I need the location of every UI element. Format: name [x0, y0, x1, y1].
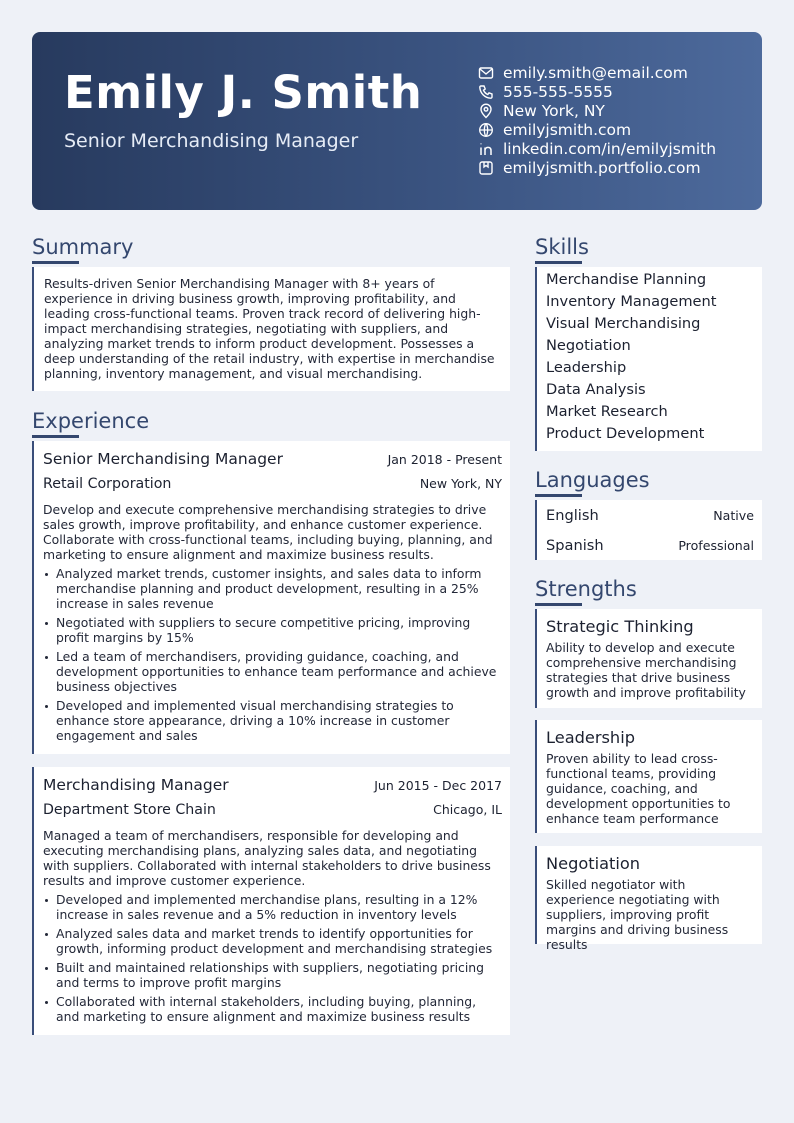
strengths-heading-text: Strengths: [535, 577, 637, 601]
heading-underline: [32, 261, 79, 264]
skill-item: Inventory Management: [546, 293, 717, 310]
skill-item: Leadership: [546, 359, 627, 376]
job-bullets: [43, 892, 502, 1024]
job-title: Senior Merchandising Manager: [43, 450, 283, 468]
resume-header: [32, 32, 762, 210]
contact-list: [478, 63, 716, 177]
job-bullet: Negotiated with suppliers to secure competitive pricing, improving profit margins by 15%: [43, 615, 502, 645]
language-name: English: [546, 506, 599, 524]
contact-linkedin[interactable]: [478, 139, 716, 158]
strength-card: [535, 609, 762, 708]
summary-heading-text: Summary: [32, 235, 134, 259]
contact-linkedin-text: linkedin.com/in/emilyjsmith: [503, 139, 717, 158]
skill-item: Market Research: [546, 403, 668, 420]
job-company: Retail Corporation: [43, 476, 172, 492]
job-bullet: Built and maintained relationships with suppliers, negotiating pricing and terms to improve profit margins: [43, 960, 502, 990]
job-bullet: Led a team of merchandisers, providing guidance, coaching, and development opportunities to enhance team performance and achieve business objectives: [43, 649, 502, 694]
skill-item: Visual Merchandising: [546, 315, 701, 332]
summary-card: [32, 267, 510, 391]
language-row: [537, 530, 762, 560]
job-location: New York, NY: [419, 476, 502, 491]
strength-title: Strategic Thinking: [546, 617, 694, 636]
job-bullets: [43, 566, 502, 743]
strength-card: [535, 720, 762, 833]
language-row: [537, 500, 762, 530]
candidate-title: Senior Merchandising Manager: [64, 130, 359, 152]
job-bullet: Developed and implemented visual merchandising strategies to enhance store appearance, driving a 10% increase in customer engagement and sales: [43, 698, 502, 743]
job-title: Merchandising Manager: [43, 776, 229, 794]
skills-card: [535, 267, 762, 451]
summary-heading: [32, 235, 133, 264]
language-level: Native: [713, 507, 754, 523]
candidate-name: Emily J. Smith: [64, 66, 423, 119]
contact-website[interactable]: [478, 120, 716, 139]
job-company: Department Store Chain: [43, 802, 216, 818]
job-location: Chicago, IL: [433, 802, 502, 817]
skills-heading: [535, 235, 589, 264]
job-dates: Jun 2015 - Dec 2017: [374, 778, 502, 793]
skill-item: Negotiation: [546, 337, 631, 354]
heading-underline: [32, 435, 79, 438]
contact-email-text: emily.smith@email.com: [503, 63, 688, 82]
contact-location-text: New York, NY: [503, 101, 605, 120]
job-card: [32, 441, 510, 754]
globe-icon: [478, 122, 494, 138]
language-name: Spanish: [546, 536, 604, 554]
experience-heading: [32, 409, 149, 438]
portfolio-icon: [478, 160, 494, 176]
strength-card: [535, 846, 762, 952]
contact-phone[interactable]: [478, 82, 716, 101]
job-bullet: Developed and implemented merchandise plans, resulting in a 12% increase in sales revenue and a 5% reduction in inventory levels: [43, 892, 502, 922]
heading-underline: [535, 261, 582, 264]
job-card: [32, 767, 510, 1035]
job-dates: Jan 2018 - Present: [387, 452, 502, 467]
contact-phone-text: 555-555-5555: [503, 82, 613, 101]
language-level: Professional: [678, 537, 754, 553]
summary-text: Results-driven Senior Merchandising Manager with 8+ years of experience in driving business growth, improving profitability, and leading cross-functional teams. Proven track record of delivering high-impact merchandising strategies, negotiating with suppliers, and analyzing market trends to inform product development. Possesses a deep understanding of the retail industry, with expertise in merchandise planning, inventory management, and visual merchandising.: [44, 276, 495, 381]
languages-heading-text: Languages: [535, 468, 650, 492]
contact-portfolio-text: emilyjsmith.portfolio.com: [503, 158, 701, 177]
strength-description: Proven ability to lead cross-functional teams, providing guidance, coaching, and development opportunities to enhance team performance: [546, 751, 731, 826]
heading-underline: [535, 494, 582, 497]
skill-item: Data Analysis: [546, 381, 646, 398]
strengths-heading: [535, 577, 637, 606]
job-bullet: Analyzed sales data and market trends to identify opportunities for growth, informing product development and merchandising strategies: [43, 926, 502, 956]
skill-item: Product Development: [546, 425, 705, 442]
location-icon: [478, 103, 494, 119]
heading-underline: [535, 603, 582, 606]
contact-location: [478, 101, 716, 120]
job-bullet: Analyzed market trends, customer insights, and sales data to inform merchandise planning and product development, resulting in a 25% increase in sales revenue: [43, 566, 502, 611]
email-icon: [478, 65, 494, 81]
strength-description: Ability to develop and execute comprehensive merchandising strategies that drive business growth and improve profitability: [546, 640, 746, 700]
languages-heading: [535, 468, 650, 497]
strength-title: Leadership: [546, 728, 635, 747]
skills-heading-text: Skills: [535, 235, 589, 259]
linkedin-icon: [478, 141, 494, 157]
strength-description: Skilled negotiator with experience negotiating with suppliers, improving profit margins and driving business results: [546, 877, 729, 952]
experience-heading-text: Experience: [32, 409, 150, 433]
job-bullet: Collaborated with internal stakeholders, including buying, planning, and marketing to ensure alignment and maximize business results: [43, 994, 502, 1024]
languages-card: [535, 500, 762, 560]
contact-website-text: emilyjsmith.com: [503, 120, 632, 139]
skill-item: Merchandise Planning: [546, 271, 707, 288]
job-description: Develop and execute comprehensive merchandising strategies to drive sales growth, improve profitability, and enhance customer experience. Collaborate with cross-functional teams, including buying, planning, and marketing to ensure alignment and maximize business results.: [43, 502, 493, 562]
contact-portfolio[interactable]: [478, 158, 716, 177]
phone-icon: [478, 84, 494, 100]
contact-email[interactable]: [478, 63, 716, 82]
strength-title: Negotiation: [546, 854, 641, 873]
job-description: Managed a team of merchandisers, responsible for developing and executing merchandising plans, analyzing sales data, and negotiating with suppliers. Collaborated with internal stakeholders to drive business results and improve customer experience.: [43, 828, 491, 888]
